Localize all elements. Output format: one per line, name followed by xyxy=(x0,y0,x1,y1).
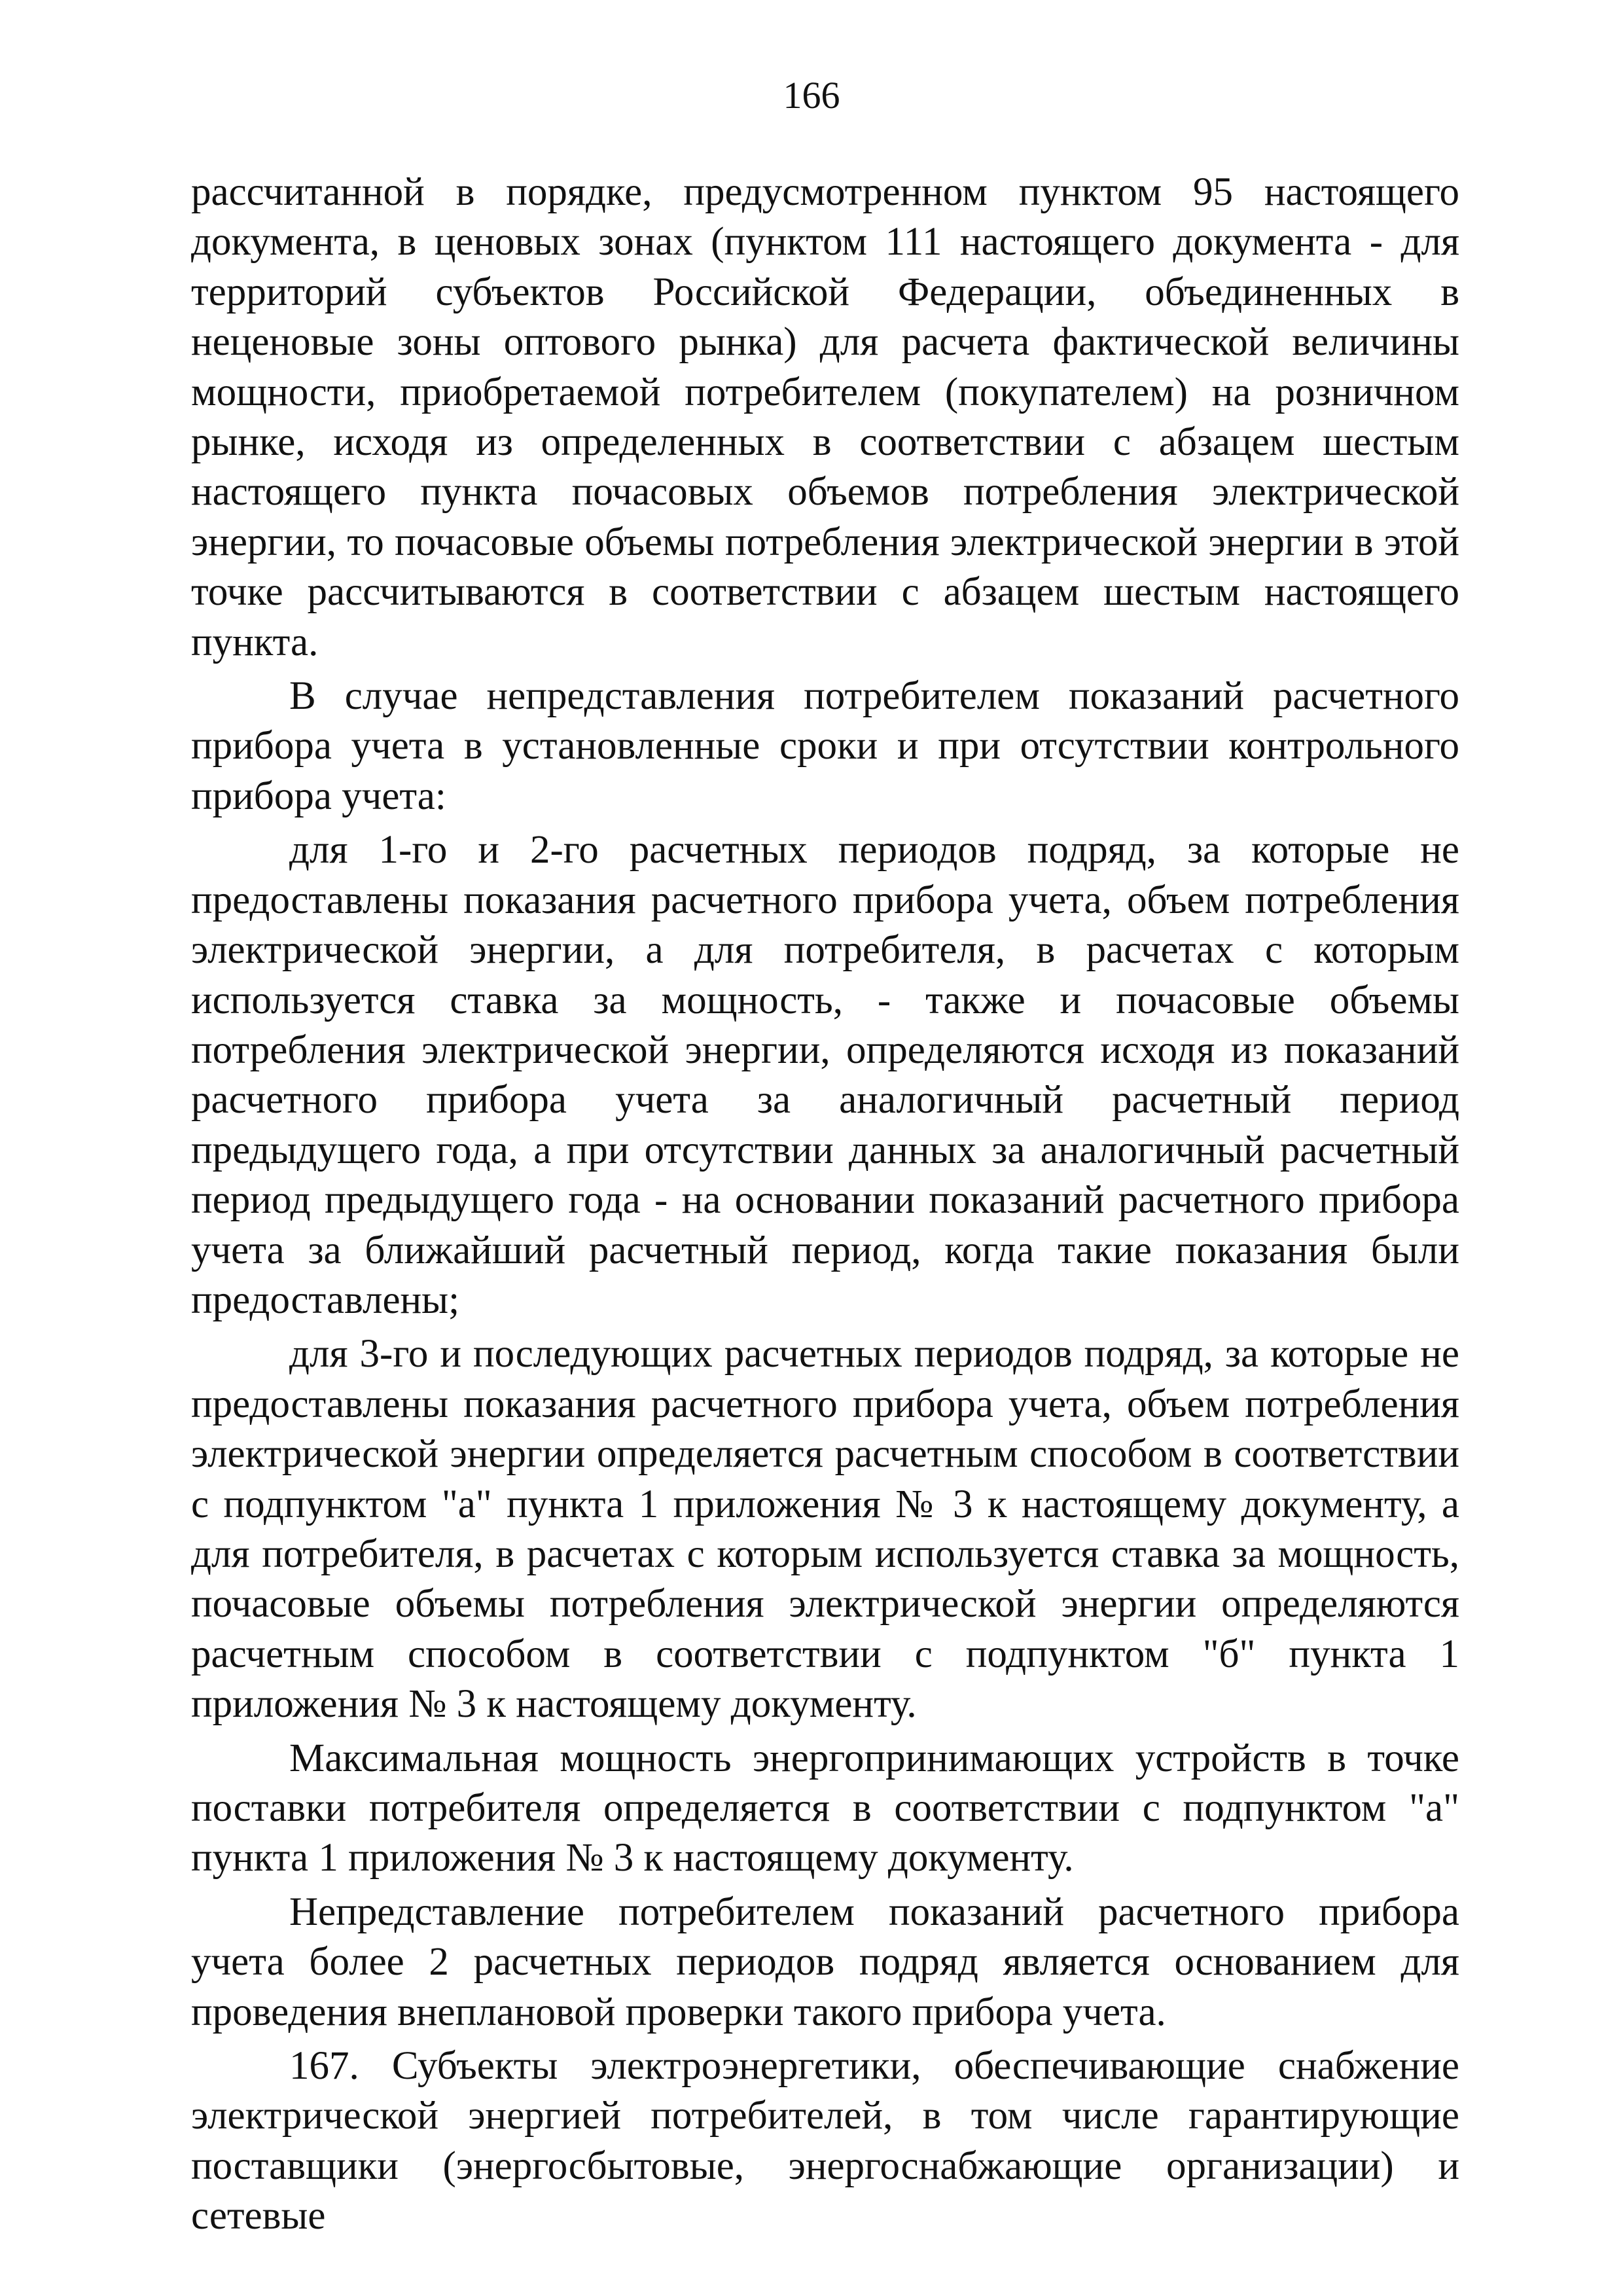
paragraph-unscheduled-check: Непредставление потребителем показаний расчетного прибора учета более 2 расчетных периодов подряд является основанием для проведения внеплановой проверки такого прибора учета. xyxy=(191,1890,1459,2034)
paragraph-third-periods: для 3-го и последующих расчетных периодов подряд, за которые не предоставлены показания расчетного прибора учета, объем потребления электрической энергии определяется расчетным способом в соответствии с подпунктом "а" пункта 1 приложения № 3 к настоящему документу, а для потребителя, в расчетах с которым используется ставка за мощность, почасовые объемы потребления электрической энергии определяются расчетным способом в соответствии с подпунктом "б" пункта 1 приложения № 3 к настоящему документу. xyxy=(191,1332,1459,1727)
paragraph-max-power: Максимальная мощность энергопринимающих устройств в точке поставки потребителя определяется в соответствии с подпунктом "а" пункта 1 приложения № 3 к настоящему документу. xyxy=(191,1736,1459,1880)
paragraph-first-second-periods: для 1-го и 2-го расчетных периодов подряд, за которые не предоставлены показания расчетного прибора учета, объем потребления электрической энергии, а для потребителя, в расчетах с которым используется ставка за мощность, - также и почасовые объемы потребления электрической энергии, определяются исходя из показаний расчетного прибора учета за аналогичный расчетный период предыдущего года, а при отсутствии данных за аналогичный расчетный период предыдущего года - на основании показаний расчетного прибора учета за ближайший расчетный период, когда такие показания были предоставлены; xyxy=(191,828,1459,1322)
document-body xyxy=(191,168,1459,2246)
paragraph-continuation: рассчитанной в порядке, предусмотренном пунктом 95 настоящего документа, в ценовых зонах (пунктом 111 настоящего документа - для территорий субъектов Российской Федерации, объединенных в неценовые зоны оптового рынка) для расчета фактической величины мощности, приобретаемой потребителем (покупателем) на розничном рынке, исходя из определенных в соответствии с абзацем шестым настоящего пункта почасовых объемов потребления электрической энергии, то почасовые объемы потребления электрической энергии в этой точке рассчитываются в соответствии с абзацем шестым настоящего пункта. xyxy=(191,170,1459,664)
paragraph-item-167: 167. Субъекты электроэнергетики, обеспечивающие снабжение электрической энергией потребителей, в том числе гарантирующие поставщики (энергосбытовые, энергоснабжающие организации) и сетевые xyxy=(191,2044,1459,2238)
paragraph-no-readings: В случае непредставления потребителем показаний расчетного прибора учета в установленные сроки и при отсутствии контрольного прибора учета: xyxy=(191,674,1459,818)
page-number: 166 xyxy=(783,74,840,117)
